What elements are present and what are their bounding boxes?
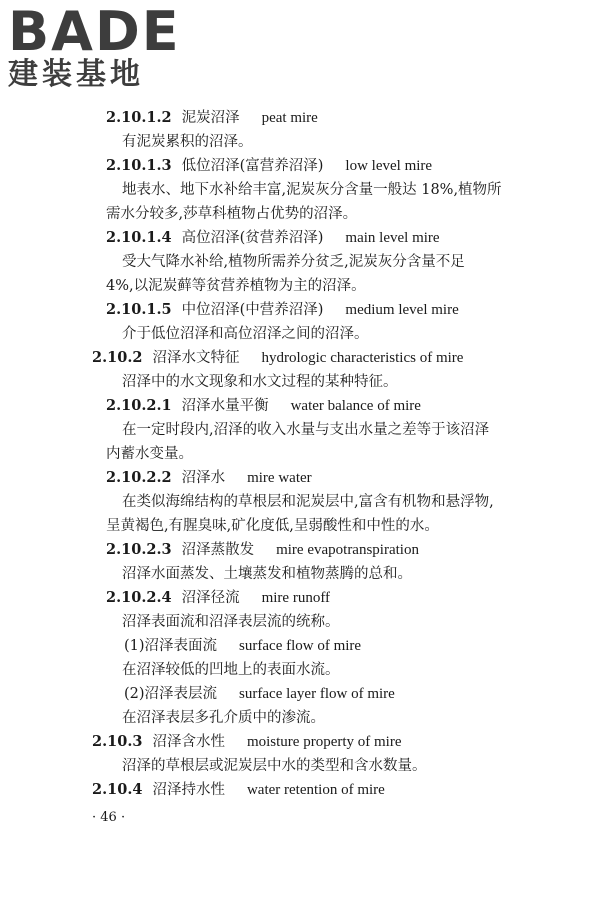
term-heading <box>106 156 432 176</box>
term-english: main level mire <box>345 230 440 246</box>
term-heading <box>106 468 312 488</box>
term-heading <box>106 540 419 560</box>
term-number: 2.10.2 <box>92 349 143 366</box>
definition-text: 沼泽的草根层或泥炭层中水的类型和含水数量。 <box>122 758 427 774</box>
term-heading <box>106 108 318 128</box>
term-number: 2.10.2.1 <box>106 397 172 414</box>
definition-text: 在类似海绵结构的草根层和泥炭层中,富含有机物和悬浮物, <box>122 494 494 510</box>
logo-main: BADE <box>8 0 181 63</box>
term-heading <box>92 348 463 368</box>
sub-term-english: surface flow of mire <box>239 638 362 654</box>
term-chinese: 低位沼泽(富营养沼泽) <box>181 158 324 174</box>
definition-text: 在沼泽表层多孔介质中的渗流。 <box>122 710 325 726</box>
term-number: 2.10.2.4 <box>106 589 172 606</box>
sub-term-chinese: (1)沼泽表面流 <box>124 638 218 654</box>
term-heading <box>106 588 330 608</box>
term-english: moisture property of mire <box>246 734 402 750</box>
term-chinese: 泥炭沼泽 <box>181 110 240 126</box>
term-english: mire water <box>247 470 312 486</box>
term-english: mire runoff <box>261 590 331 606</box>
term-chinese: 沼泽含水性 <box>152 734 225 750</box>
term-number: 2.10.2.2 <box>106 469 172 486</box>
definition-text: 沼泽中的水文现象和水文过程的某种特征。 <box>122 374 398 390</box>
term-number: 2.10.1.4 <box>106 229 172 246</box>
term-english: medium level mire <box>345 302 459 318</box>
term-number: 2.10.1.3 <box>106 157 172 174</box>
term-heading <box>106 396 421 416</box>
term-number: 2.10.3 <box>92 733 143 750</box>
definition-text: 在沼泽较低的凹地上的表面水流。 <box>122 662 340 678</box>
definition-text: 内蓄水变量。 <box>106 446 193 462</box>
definition-text: 沼泽表面流和沼泽表层流的统称。 <box>122 614 340 630</box>
term-english: peat mire <box>261 110 318 126</box>
term-chinese: 沼泽径流 <box>181 590 240 606</box>
definition-text: 沼泽水面蒸发、土壤蒸发和植物蒸腾的总和。 <box>122 566 412 582</box>
logo <box>8 0 181 96</box>
definition-text: 需水分较多,莎草科植物占优势的沼泽。 <box>106 206 358 222</box>
term-english: water retention of mire <box>246 782 385 798</box>
term-english: mire evapotranspiration <box>276 542 419 558</box>
definition-text: 受大气降水补给,植物所需养分贫乏,泥炭灰分含量不足 <box>122 254 465 270</box>
term-number: 2.10.4 <box>92 781 143 798</box>
definition-text: 介于低位沼泽和高位沼泽之间的沼泽。 <box>122 326 369 342</box>
term-chinese: 沼泽持水性 <box>152 782 225 798</box>
term-chinese: 沼泽水 <box>181 470 226 486</box>
term-english: low level mire <box>345 158 433 174</box>
term-number: 2.10.2.3 <box>106 541 172 558</box>
sub-term-english: surface layer flow of mire <box>239 686 395 702</box>
page-number: · 46 · <box>92 810 126 825</box>
definition-text: 4%,以泥炭藓等贫营养植物为主的沼泽。 <box>106 278 366 294</box>
sub-term-chinese: (2)沼泽表层流 <box>124 686 218 702</box>
definition-text: 地表水、地下水补给丰富,泥炭灰分含量一般达 18%,植物所 <box>122 182 502 198</box>
term-english: hydrologic characteristics of mire <box>261 350 464 366</box>
logo-sub: 建装基地 <box>8 57 144 92</box>
sub-term <box>124 684 395 704</box>
definition-text: 在一定时段内,沼泽的收入水量与支出水量之差等于该沼泽 <box>122 422 490 438</box>
definition-text: 有泥炭累积的沼泽。 <box>122 134 253 150</box>
definition-text: 呈黄褐色,有腥臭味,矿化度低,呈弱酸性和中性的水。 <box>106 518 439 534</box>
term-english: water balance of mire <box>290 398 421 414</box>
term-chinese: 沼泽蒸散发 <box>181 542 255 558</box>
term-chinese: 中位沼泽(中营养沼泽) <box>181 302 324 318</box>
term-chinese: 沼泽水量平衡 <box>181 398 269 414</box>
term-number: 2.10.1.5 <box>106 301 172 318</box>
term-heading <box>92 732 402 752</box>
term-chinese: 高位沼泽(贫营养沼泽) <box>181 230 324 246</box>
term-heading <box>106 228 440 248</box>
sub-term <box>124 636 361 656</box>
term-heading <box>106 300 459 320</box>
term-number: 2.10.1.2 <box>106 109 172 126</box>
term-heading <box>92 780 385 800</box>
term-chinese: 沼泽水文特征 <box>152 350 240 366</box>
